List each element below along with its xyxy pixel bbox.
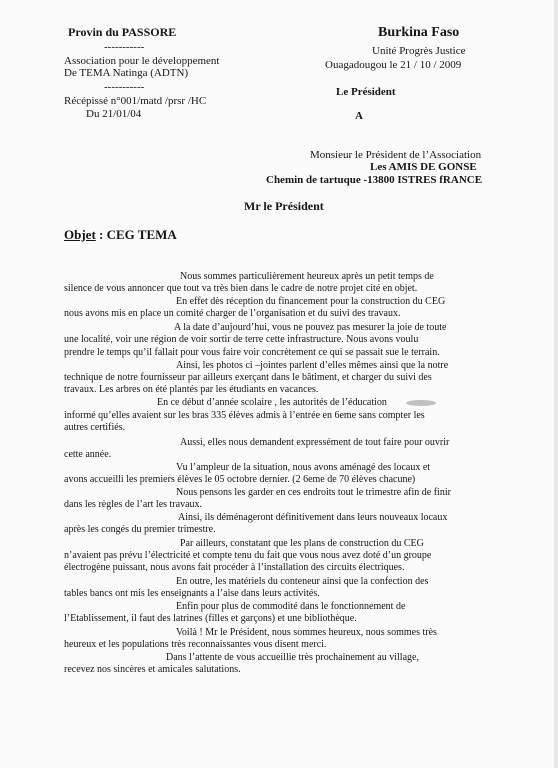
- body-line: dans les règles de l’art les travaux.: [64, 499, 203, 510]
- left-separator-1: -----------: [104, 41, 145, 53]
- body-line: l’Etablissement, il faut des latrines (filles et garçons) et une bibliothèque.: [64, 613, 357, 624]
- country-title: Burkina Faso: [378, 25, 460, 40]
- body-line: heureux et les populations très reconnaissantes vous disent merci.: [64, 639, 327, 650]
- national-motto: Unité Progrès Justice: [372, 45, 466, 57]
- body-line: prendre le temps qu’il fallait pour vous faire voir concrètement ce qui se passait sue le terrain.: [64, 347, 440, 358]
- subject-line: [64, 227, 177, 243]
- body-line: cette année.: [64, 449, 112, 460]
- body-line: Par ailleurs, constatant que les plans de construction du CEG: [180, 538, 424, 549]
- ink-smudge: [406, 400, 436, 406]
- body-line: A la date d’aujourd’hui, vous ne pouvez pas mesurer la joie de toute: [174, 322, 447, 333]
- left-separator-2: -----------: [104, 81, 145, 93]
- body-line: Aussi, elles nous demandent expressément de tout faire pour ouvrir: [180, 437, 450, 448]
- body-line: Enfin pour plus de commodité dans le fonctionnement de: [176, 601, 406, 612]
- body-line: n’avaient pas prévu l’électricité et compte tenu du fait que vous nous avez doté d’un groupe: [64, 550, 432, 561]
- recipient-address: Chemin de tartuque -13800 ISTRES fRANCE: [266, 174, 483, 186]
- body-line: nous avons mis en place un comité charger de l’organisation et du suivi des travaux.: [64, 308, 401, 319]
- body-line: Nous sommes particulièrement heureux après un petit temps de: [180, 271, 434, 282]
- body-line: une localité, voir une région de voir sortir de terre cette infrastructure. Nous avons voulu: [64, 334, 419, 345]
- body-line: En outre, les matériels du conteneur ainsi que la confection des: [176, 576, 429, 587]
- salutation: Mr le Président: [244, 199, 324, 213]
- body-line: technique de notre fournisseur par ailleurs exerçant dans le bâtiment, et charger du suivi des: [64, 372, 432, 383]
- body-line: Nous pensons les garder en ces endroits tout le trimestre afin de finir: [176, 487, 451, 498]
- body-line: Voilà ! Mr le Président, nous sommes heureux, nous sommes très: [176, 627, 437, 638]
- sender-title: Le Président: [336, 86, 396, 98]
- body-line: tables bancs ont mis les enseignants a l’aise dans leurs activités.: [64, 588, 320, 599]
- body-line: En effet dès réception du financement pour la construction du CEG: [176, 296, 446, 307]
- association-name-line1: Association pour le développement: [64, 55, 220, 67]
- body-line: après les congés du premier trimestre.: [64, 524, 216, 535]
- scan-edge-shadow: [554, 0, 558, 768]
- recepisse-date: Du 21/01/04: [86, 108, 142, 120]
- province-title: Provin du PASSORE: [68, 25, 177, 39]
- association-name-line2: De TEMA Natinga (ADTN): [64, 67, 189, 79]
- body-line: recevez nos sincères et amicales salutations.: [64, 664, 241, 675]
- recepisse-number: Récépissé n°001/matd /prsr /HC: [64, 95, 207, 107]
- body-line: Vu l’ampleur de la situation, nous avons aménagé des locaux et: [176, 462, 431, 473]
- body-line: En ce début d’année scolaire , les autorités de l’éducation: [157, 397, 387, 408]
- addressed-to: A: [355, 110, 363, 122]
- body-line: silence de vous annoncer que tout va très bien dans le cadre de notre projet cité en objet.: [64, 283, 418, 294]
- body-line: informé qu’elles avaient sur les bras 335 élèves admis à l’entrée en 6eme sans compter les: [64, 410, 425, 421]
- recipient-line1: Monsieur le Président de l’Association: [310, 149, 482, 161]
- body-line: Ainsi, les photos ci –jointes parlent d’elles mêmes ainsi que la notre: [176, 360, 449, 371]
- subject-label: Objet: [64, 227, 96, 242]
- body-line: autres certifiés.: [64, 422, 126, 433]
- body-line: électrogène puissant, nous avons fait procéder à l’installation des circuits électriques.: [64, 562, 405, 573]
- body-line: Ainsi, ils déménageront définitivement dans leurs nouveaux locaux: [178, 512, 448, 523]
- body-line: Dans l’attente de vous accueillie très prochainement au village,: [166, 652, 419, 663]
- subject-separator: :: [95, 227, 107, 242]
- recipient-association: Les AMIS DE GONSE: [370, 161, 477, 173]
- place-and-date: Ouagadougou le 21 / 10 / 2009: [325, 59, 462, 71]
- body-line: avons accueilli les premiers élèves le 05 octobre dernier. (2 6eme de 70 élèves chacune): [64, 474, 416, 485]
- body-line: travaux. Les arbres on été plantés par les étudiants en vacances.: [64, 384, 319, 395]
- subject-value: CEG TEMA: [106, 227, 177, 242]
